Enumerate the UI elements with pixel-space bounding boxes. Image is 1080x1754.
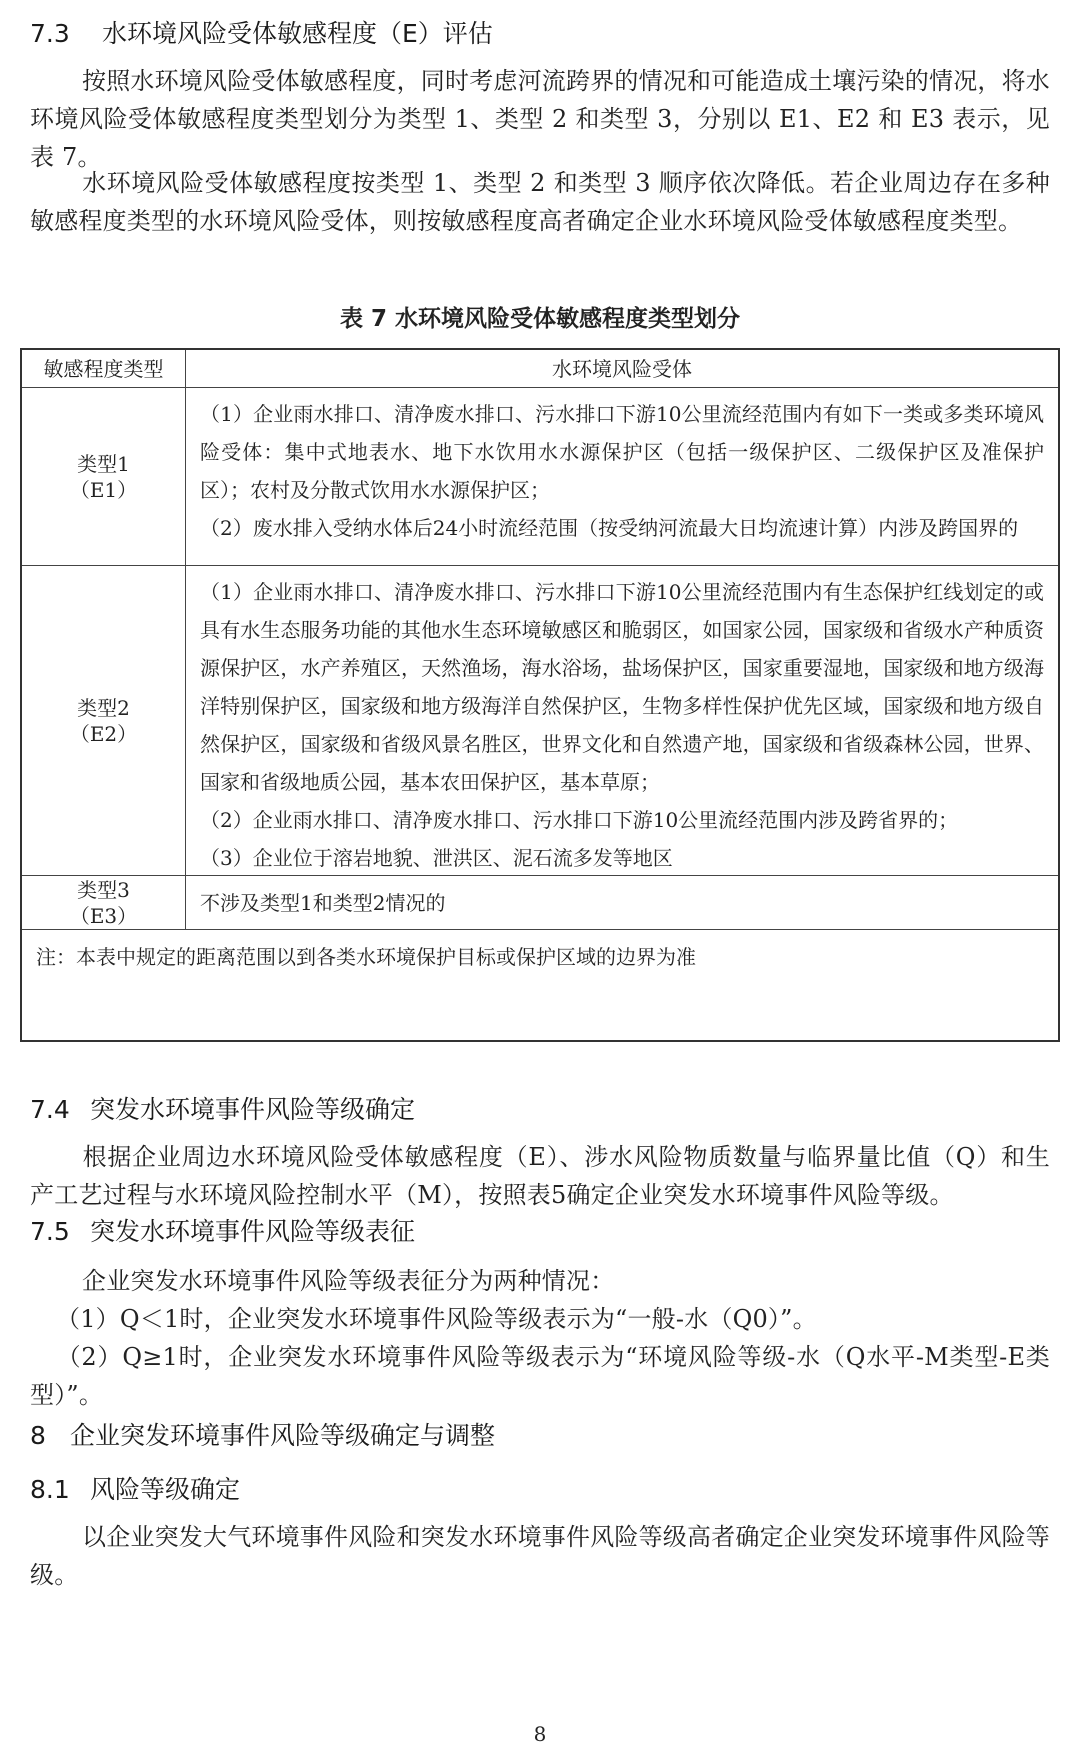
- section-heading-7-5: [30, 1216, 415, 1248]
- table-row: [22, 876, 1058, 930]
- receptor-item: （3）企业位于溶岩地貌、泄洪区、泥石流多发等地区: [200, 846, 673, 870]
- table-row: [22, 566, 1058, 876]
- header-text: 水环境风险受体: [552, 356, 692, 381]
- section-title: 风险等级确定: [90, 1475, 241, 1504]
- receptor-item: （1）企业雨水排口、清净废水排口、污水排口下游10公里流经范围内有如下一类或多类环境风险受体：集中式地表水、地下水饮用水水源保护区（包括一级保护区、二级保护区及准保护区）；农村及分散式饮用水水源保护区；: [200, 402, 1044, 502]
- paragraph: [30, 1138, 1050, 1214]
- paragraph: [30, 164, 1050, 240]
- section-heading-7-3: [30, 18, 493, 50]
- table-header-row: [22, 350, 1058, 388]
- section-heading-7-4: [30, 1094, 415, 1126]
- page-number: 8: [533, 1722, 547, 1746]
- type-label: 类型1: [77, 451, 130, 476]
- paragraph: [30, 1338, 1050, 1414]
- table-row: [22, 388, 1058, 566]
- receptor-item: （2）企业雨水排口、清净废水排口、污水排口下游10公里流经范围内涉及跨省界的；: [200, 808, 959, 832]
- paragraph-text: 以企业突发大气环境事件风险和突发水环境事件风险等级高者确定企业突发环境事件风险等级。: [30, 1523, 1050, 1589]
- section-number: 7.4: [30, 1095, 70, 1124]
- section-title: 水环境风险受体敏感程度（E）评估: [102, 19, 493, 48]
- paragraph: [30, 62, 1050, 176]
- receptor-item: （2）废水排入受纳水体后24小时流经范围（按受纳河流最大日均流速计算）内涉及跨国界的: [200, 516, 1019, 540]
- type-cell: [22, 876, 186, 929]
- receptor-cell: [186, 566, 1058, 875]
- paragraph-text: 企业突发水环境事件风险等级表征分为两种情况：: [82, 1267, 615, 1295]
- table-caption: 表 7 水环境风险受体敏感程度类型划分: [339, 306, 741, 332]
- sensitivity-table: [20, 348, 1060, 1042]
- type-cell: [22, 388, 186, 565]
- type-code: （E1）: [69, 477, 138, 502]
- section-title: 企业突发环境事件风险等级确定与调整: [70, 1421, 496, 1450]
- section-title: 突发水环境事件风险等级确定: [90, 1095, 416, 1124]
- receptor-item: 不涉及类型1和类型2情况的: [200, 890, 446, 915]
- type-label: 类型2: [77, 695, 130, 720]
- receptor-cell: [186, 876, 1058, 929]
- receptor-cell: [186, 388, 1058, 565]
- paragraph: [30, 1262, 1050, 1300]
- section-number: 7.5: [30, 1217, 70, 1246]
- paragraph-text: 根据企业周边水环境风险受体敏感程度（E）、涉水风险物质数量与临界量比值（Q）和生产工艺过程与水环境风险控制水平（M），按照表5确定企业突发水环境事件风险等级。: [30, 1143, 1050, 1209]
- receptor-item: （1）企业雨水排口、清净废水排口、污水排口下游10公里流经范围内有生态保护红线划定的或具有水生态服务功能的其他水生态环境敏感区和脆弱区，如国家公园，国家级和省级水产种质资源保护区，水产养殖区，天然渔场，海水浴场，盐场保护区，国家重要湿地，国家级和地方级海洋特别保护区，国家级和地方级海洋自然保护区，生物多样性保护优先区域，国家级和地方级自然保护区，国家级和省级风景名胜区，世界文化和自然遗产地，国家级和省级森林公园，世界、国家和省级地质公园，基本农田保护区，基本草原；: [200, 580, 1044, 794]
- type-code: （E3）: [69, 903, 138, 928]
- paragraph-text: 按照水环境风险受体敏感程度，同时考虑河流跨界的情况和可能造成土壤污染的情况，将水环境风险受体敏感程度类型划分为类型 1、类型 2 和类型 3，分别以 E1、E2 和 E3 表示，见表 7。: [30, 67, 1050, 171]
- section-number: 7.3: [30, 19, 70, 48]
- paragraph-text: （1）Q＜1时，企业突发水环境事件风险等级表示为“一般-水（Q0）”。: [56, 1305, 817, 1333]
- type-label: 类型3: [77, 877, 130, 902]
- paragraph: [30, 1518, 1050, 1594]
- header-text: 敏感程度类型: [43, 356, 164, 381]
- section-number: 8.1: [30, 1475, 70, 1504]
- table-header-cell: [186, 350, 1058, 387]
- table-note-row: [22, 930, 1058, 1040]
- paragraph-text: 水环境风险受体敏感程度按类型 1、类型 2 和类型 3 顺序依次降低。若企业周边存在多种敏感程度类型的水环境风险受体，则按敏感程度高者确定企业水环境风险受体敏感程度类型。: [30, 169, 1050, 235]
- section-heading-8-1: [30, 1474, 240, 1506]
- type-code: （E2）: [69, 721, 138, 746]
- section-number: 8: [30, 1421, 46, 1450]
- section-heading-8: [30, 1420, 495, 1452]
- paragraph: [30, 1300, 1050, 1338]
- table-note: 注：本表中规定的距离范围以到各类水环境保护目标或保护区域的边界为准: [36, 944, 696, 969]
- table-header-cell: [22, 350, 186, 387]
- paragraph-text: （2）Q≥1时，企业突发水环境事件风险等级表示为“环境风险等级-水（Q水平-M类型-E类型）”。: [30, 1343, 1050, 1409]
- section-title: 突发水环境事件风险等级表征: [90, 1217, 416, 1246]
- type-cell: [22, 566, 186, 875]
